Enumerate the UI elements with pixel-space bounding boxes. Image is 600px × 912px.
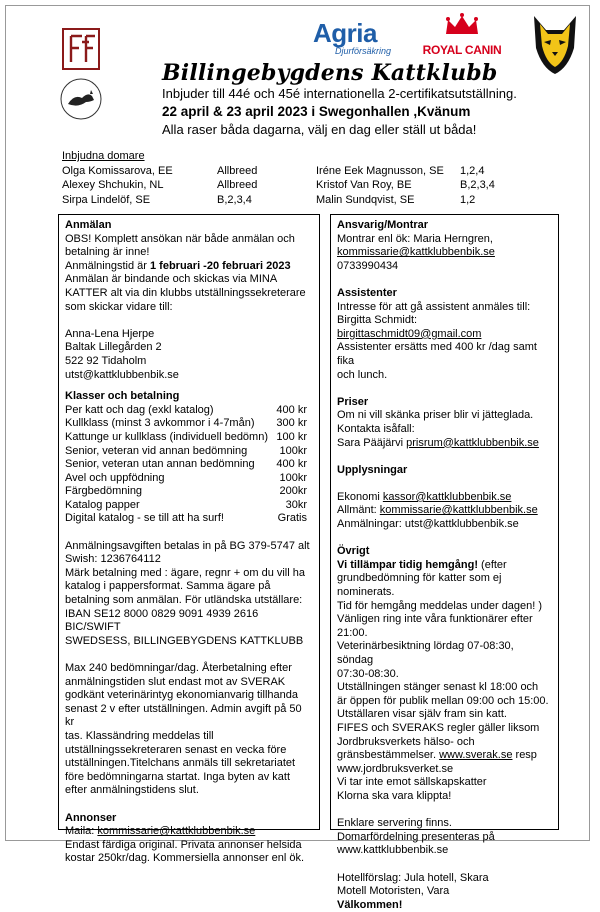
text-line: Vänligen ring inte våra funktionärer efter 21:00. bbox=[337, 613, 533, 639]
price-value: 100kr bbox=[279, 471, 307, 484]
ansvarig-email-link[interactable]: kommissarie@kattklubbenbik.se bbox=[337, 246, 495, 259]
welcome-text: Välkommen! bbox=[337, 898, 403, 911]
text-line: är öppen för publik mellan 09:00 och 15:00. bbox=[337, 694, 549, 707]
address-line: 522 92 Tidaholm bbox=[65, 354, 147, 367]
price-row bbox=[65, 404, 313, 418]
price-value: Gratis bbox=[277, 512, 307, 525]
address-line: Baltak Lillegården 2 bbox=[65, 341, 162, 354]
price-value: 400 kr bbox=[276, 458, 307, 471]
text-line: Montrar enl ök: Maria Herngren, bbox=[337, 232, 493, 245]
text-line: www.jordbruksverket.se bbox=[337, 762, 454, 775]
club-title: Billingebygdens Kattklubb bbox=[162, 60, 498, 86]
ansvarig-heading: Ansvarig/Montrar bbox=[337, 219, 429, 231]
text-line: utställningssekreteraren senast en vecka före bbox=[65, 743, 287, 756]
text-line: Klorna ska vara klippta! bbox=[337, 789, 452, 802]
left-info-box bbox=[58, 214, 320, 865]
price-row bbox=[65, 472, 313, 486]
price-value: 30kr bbox=[285, 498, 307, 511]
date-venue-line: 22 april & 23 april 2023 i Swegonhallen ,Kvänum bbox=[162, 104, 471, 119]
text-line: utställningen.Titelchans anmäls till sekretariatet bbox=[65, 757, 296, 770]
judges-section bbox=[62, 149, 495, 207]
price-label: Senior, veteran vid annan bedömning bbox=[65, 444, 248, 457]
address-email: utst@kattklubbenbik.se bbox=[65, 368, 179, 381]
agria-wordmark: Agria bbox=[313, 18, 377, 48]
text-line: Swish: 1236764112 bbox=[65, 553, 161, 566]
text-span: Maila: bbox=[65, 825, 98, 838]
text-line: betalning är inne! bbox=[65, 246, 150, 259]
birma-club-logo bbox=[60, 78, 102, 120]
judge-category: B,2,3,4 bbox=[460, 179, 495, 191]
text-line: kostar 250kr/dag. Kommersiella annonser enl ök. bbox=[65, 852, 305, 865]
text-line: FIFES och SVERAKS regler gäller liksom bbox=[337, 721, 540, 734]
text-line: Kontakta isåfall: bbox=[337, 422, 415, 435]
price-value: 100kr bbox=[279, 444, 307, 457]
price-label: Per katt och dag (exkl katalog) bbox=[65, 403, 214, 416]
text-line: som skickar vidare till: bbox=[65, 300, 173, 313]
breeds-line: Alla raser båda dagarna, välj en dag eller ställ ut båda! bbox=[162, 122, 477, 137]
judge-row bbox=[62, 193, 476, 208]
text-line: IBAN SE12 8000 0829 9091 4939 2616 BIC/SWIFT bbox=[65, 607, 259, 634]
text-line: OBS! Komplett ansökan när både anmälan och bbox=[65, 232, 295, 245]
priser-email-link[interactable]: prisrum@kattklubbenbik.se bbox=[406, 436, 539, 449]
text-line: Intresse för att gå assistent anmäles till: bbox=[337, 300, 531, 313]
text-span: Birgitta Schmidt: bbox=[337, 314, 418, 327]
text-line: KATTER alt via din klubbs utställningssekreterare bbox=[65, 286, 306, 299]
price-label: Katalog papper bbox=[65, 498, 140, 511]
price-label: Kullklass (minst 3 avkommor i 4-7mån) bbox=[65, 417, 255, 430]
address-line: Anna-Lena Hjerpe bbox=[65, 327, 155, 340]
judge-category: 1,2 bbox=[460, 193, 476, 206]
price-row bbox=[65, 485, 313, 499]
annonser-email-link[interactable]: kommissarie@kattklubbenbik.se bbox=[97, 825, 256, 838]
text-span: resp bbox=[512, 749, 537, 762]
price-row bbox=[65, 458, 313, 472]
sverak-link[interactable]: www.sverak.se bbox=[439, 749, 513, 762]
price-label: Färgbedömning bbox=[65, 485, 143, 498]
text-line: 07:30-08:30. bbox=[337, 667, 399, 680]
payment-info bbox=[65, 540, 313, 649]
judge-name: Iréne Eek Magnusson, SE bbox=[316, 164, 444, 177]
judges-heading: Inbjudna domare bbox=[62, 150, 145, 162]
text-line: Assistenter ersätts med 400 kr /dag samt fika bbox=[337, 341, 537, 367]
text-line: Max 240 bedömningar/dag. Återbetalning efter bbox=[65, 662, 292, 674]
text-line: Märk betalning med : ägare, regnr + om du vill ha bbox=[65, 566, 305, 579]
text-line: SWEDSESS, BILLINGEBYGDENS KATTKLUBB bbox=[65, 634, 304, 647]
text-line: efter anmälningstidens slut. bbox=[65, 784, 199, 797]
text-line: anmälningstiden slut endast mot av SVERAK bbox=[65, 675, 286, 688]
text-line: Jordbruksverkets hälso- och bbox=[337, 735, 475, 748]
assist-email-link[interactable]: birgittaschmidt09@gmail.com bbox=[337, 327, 482, 340]
text-line: Vi tar inte emot sällskapskatter bbox=[337, 776, 487, 789]
priser-contact bbox=[337, 437, 552, 451]
judge-row bbox=[62, 164, 485, 179]
price-list bbox=[65, 404, 313, 526]
text-line: betalning som anmälan. För utländska utställare: bbox=[65, 594, 303, 607]
price-row bbox=[65, 445, 313, 459]
fife-logo bbox=[62, 28, 100, 70]
right-info-box bbox=[330, 214, 559, 911]
judge-name: Alexey Shchukin, NL bbox=[62, 179, 164, 191]
price-label: Avel och uppfödning bbox=[65, 471, 165, 484]
annonser-heading: Annonser bbox=[65, 811, 117, 824]
text-line: Veterinärbesiktning lördag 07-08:30, söndag bbox=[337, 640, 514, 666]
allmant-contact bbox=[337, 504, 552, 518]
early-leave-line bbox=[337, 559, 552, 573]
judge-name: Sirpa Lindelöf, SE bbox=[62, 193, 151, 206]
refund-info bbox=[65, 662, 313, 798]
invitation-line: Inbjuder till 44é och 45é internationella 2-certifikatsutställning. bbox=[162, 86, 517, 101]
sverak-logo bbox=[530, 12, 580, 76]
text-span: Sara Pääjärvi bbox=[337, 436, 407, 449]
judge-row bbox=[62, 178, 495, 193]
ansvarig-phone: 0733990434 bbox=[337, 259, 399, 272]
text-line: tas. Klassändring meddelas till bbox=[65, 729, 214, 742]
price-value: 400 kr bbox=[276, 403, 307, 416]
text-line: Domarfördelning presenteras på bbox=[337, 830, 495, 843]
text-line: katalog i pappersformat. Samma ägare på bbox=[65, 580, 271, 593]
judge-category: 1,2,4 bbox=[460, 164, 485, 177]
text-line: Anmälningar: utst@kattklubbenbik.se bbox=[337, 518, 519, 531]
text-line: godkänt veterinärintyg ekonomianvarig tillhanda bbox=[65, 689, 298, 702]
judge-category: Allbreed bbox=[217, 164, 258, 177]
judge-name: Olga Komissarova, EE bbox=[62, 164, 173, 177]
ovrigt-heading: Övrigt bbox=[337, 545, 370, 558]
price-row bbox=[65, 512, 313, 526]
text-span: Anmälningstid är bbox=[65, 259, 150, 272]
price-row bbox=[65, 431, 313, 445]
price-row bbox=[65, 499, 313, 513]
klasser-heading: Klasser och betalning bbox=[65, 390, 180, 403]
judge-category: B,2,3,4 bbox=[217, 193, 252, 206]
text-line: grundbedömning för katter som ej nominerats. bbox=[337, 572, 502, 599]
assist-contact bbox=[337, 314, 552, 341]
early-leave-note: Vi tillämpar tidig hemgång! bbox=[337, 558, 478, 571]
price-value: 200kr bbox=[279, 485, 307, 498]
agria-subtitle: Djurförsäkring bbox=[335, 46, 392, 56]
text-line: Anmälan är bindande och skickas via MINA bbox=[65, 273, 278, 286]
royal-canin-logo bbox=[422, 12, 502, 57]
website-text: www.kattklubbenbik.se bbox=[337, 844, 449, 857]
judge-name: Malin Sundqvist, SE bbox=[316, 193, 415, 206]
text-line: Endast färdiga original. Privata annonser helsida bbox=[65, 838, 302, 851]
price-label: Kattunge ur kullklass (individuell bedömn) bbox=[65, 430, 268, 443]
registration-period bbox=[65, 260, 313, 274]
royal-canin-wordmark: ROYAL CANIN bbox=[422, 43, 502, 57]
price-label: Senior, veteran utan annan bedömning bbox=[65, 458, 255, 471]
price-row bbox=[65, 417, 313, 431]
text-span: gränsbestämmelser. bbox=[337, 749, 440, 762]
judge-name: Kristof Van Roy, BE bbox=[316, 179, 412, 191]
price-value: 300 kr bbox=[276, 417, 307, 430]
text-span: Allmänt: bbox=[337, 504, 380, 517]
text-span: (efter bbox=[477, 558, 507, 571]
priser-heading: Priser bbox=[337, 395, 369, 408]
text-line: Om ni vill skänka priser blir vi jätteglada. bbox=[337, 409, 534, 422]
text-line: Hotellförslag: Jula hotell, Skara bbox=[337, 871, 489, 884]
annonser-mail bbox=[65, 825, 313, 839]
text-line: och lunch. bbox=[337, 368, 388, 381]
text-span: Ekonomi bbox=[337, 490, 383, 503]
registration-dates: 1 februari -20 februari 2023 bbox=[150, 259, 291, 272]
crown-icon bbox=[442, 12, 482, 38]
text-line: Anmälningsavgiften betalas in på BG 379-5747 alt bbox=[65, 539, 310, 552]
text-line: senast 2 v efter utställningen. Admin avgift på 50 kr bbox=[65, 702, 302, 729]
agria-logo bbox=[313, 18, 391, 56]
price-value: 100 kr bbox=[276, 430, 307, 443]
text-line: före bedömningarna startat. Inga byten av katt bbox=[65, 770, 291, 783]
rules-line bbox=[337, 749, 552, 763]
text-line: Motell Motoristen, Vara bbox=[337, 885, 450, 898]
allmant-email-link[interactable]: kommissarie@kattklubbenbik.se bbox=[379, 504, 538, 517]
text-line: Tid för hemgång meddelas under dagen! ) bbox=[337, 599, 543, 612]
anmalan-heading: Anmälan bbox=[65, 219, 112, 231]
judge-category: Allbreed bbox=[217, 179, 258, 191]
text-line: Utställaren visar själv fram sin katt. bbox=[337, 708, 507, 721]
price-label: Digital katalog - se till att ha surf! bbox=[65, 512, 224, 525]
ekonomi-contact bbox=[337, 491, 552, 505]
ovrigt-text bbox=[337, 572, 552, 749]
text-line: Utställningen stänger senast kl 18:00 och bbox=[337, 681, 539, 694]
text-line: Enklare servering finns. bbox=[337, 817, 452, 830]
upplysningar-heading: Upplysningar bbox=[337, 463, 408, 476]
assistenter-heading: Assistenter bbox=[337, 286, 397, 299]
ekonomi-email-link[interactable]: kassor@kattklubbenbik.se bbox=[382, 490, 512, 503]
